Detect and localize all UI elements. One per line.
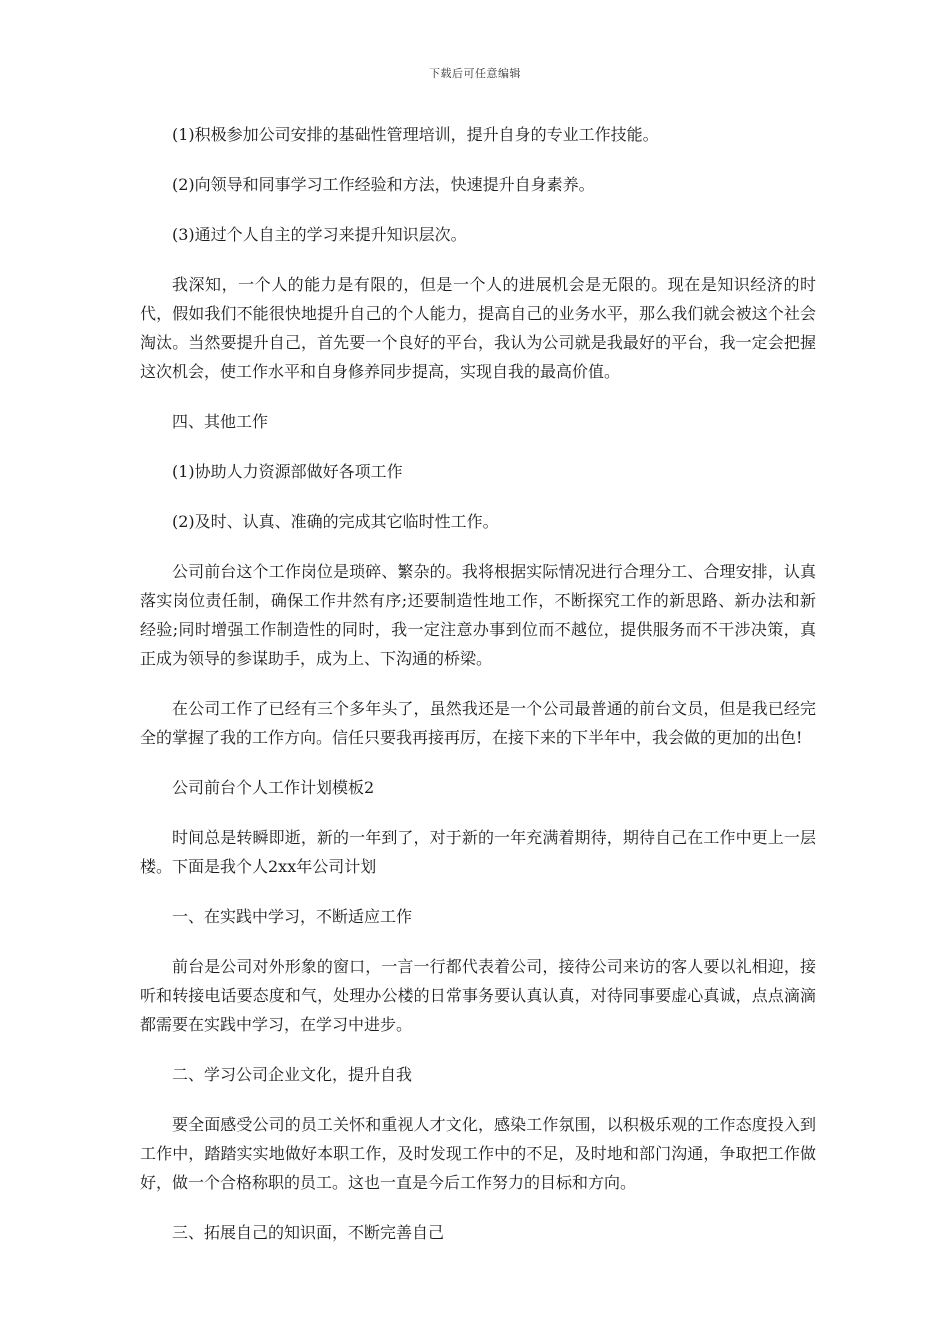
section-heading-other-work: 四、其他工作 [172,412,269,431]
section-heading-knowledge: 三、拓展自己的知识面，不断完善自己 [172,1223,445,1242]
section-heading-culture: 二、学习公司企业文化，提升自我 [172,1065,413,1084]
section-heading-practice: 一、在实践中学习，不断适应工作 [172,907,413,926]
paragraph-7: (2)及时、认真、准确的完成其它临时性工作。 [172,512,499,531]
paragraph-2: (2)向领导和同事学习工作经验和方法，快速提升自身素养。 [172,175,595,194]
paragraph-6: (1)协助人力资源部做好各项工作 [172,462,403,481]
paragraph-1: (1)积极参加公司安排的基础性管理培训，提升自身的专业工作技能。 [172,125,659,144]
paragraph-13: 前台是公司对外形象的窗口，一言一行都代表着公司，接待公司来访的客人要以礼相迎，接听和转接电话要态度和气，处理办公楼的日常事务要认真认真，对待同事要虚心真诚，点点滴滴都需要在实践中学习，在学习中进步。 [140,957,816,1034]
paragraph-15: 要全面感受公司的员工关怀和重视人才文化，感染工作氛围，以积极乐观的工作态度投入到工作中，踏踏实实地做好本职工作，及时发现工作中的不足，及时地和部门沟通，争取把工作做好，做一个合格称职的员工。这也一直是今后工作努力的目标和方向。 [140,1115,816,1192]
paragraph-9: 在公司工作了已经有三个多年头了，虽然我还是一个公司最普通的前台文员，但是我已经完全的掌握了我的工作方向。信任只要我再接再厉，在接下来的下半年中，我会做的更加的出色! [140,699,816,747]
header-note: 下载后可任意编辑 [429,67,521,80]
paragraph-11: 时间总是转瞬即逝，新的一年到了，对于新的一年充满着期待，期待自己在工作中更上一层楼。下面是我个人2xx年公司计划 [140,828,816,876]
paragraph-4: 我深知，一个人的能力是有限的，但是一个人的进展机会是无限的。现在是知识经济的时代，假如我们不能很快地提升自己的个人能力，提高自己的业务水平，那么我们就会被这个社会淘汰。当然要提升自己，首先要一个良好的平台，我认为公司就是我最好的平台，我一定会把握这次机会，使工作水平和自身修养同步提高，实现自我的最高价值。 [140,275,816,381]
document-body [140,120,816,1247]
paragraph-8: 公司前台这个工作岗位是琐碎、繁杂的。我将根据实际情况进行合理分工、合理安排，认真落实岗位责任制，确保工作井然有序;还要制造性地工作，不断探究工作的新思路、新办法和新经验;同时增强工作制造性的同时，我一定注意办事到位而不越位，提供服务而不干涉决策，真正成为领导的参谋助手，成为上、下沟通的桥梁。 [140,562,816,668]
template-2-title: 公司前台个人工作计划模板2 [172,778,375,797]
paragraph-3: (3)通过个人自主的学习来提升知识层次。 [172,225,467,244]
